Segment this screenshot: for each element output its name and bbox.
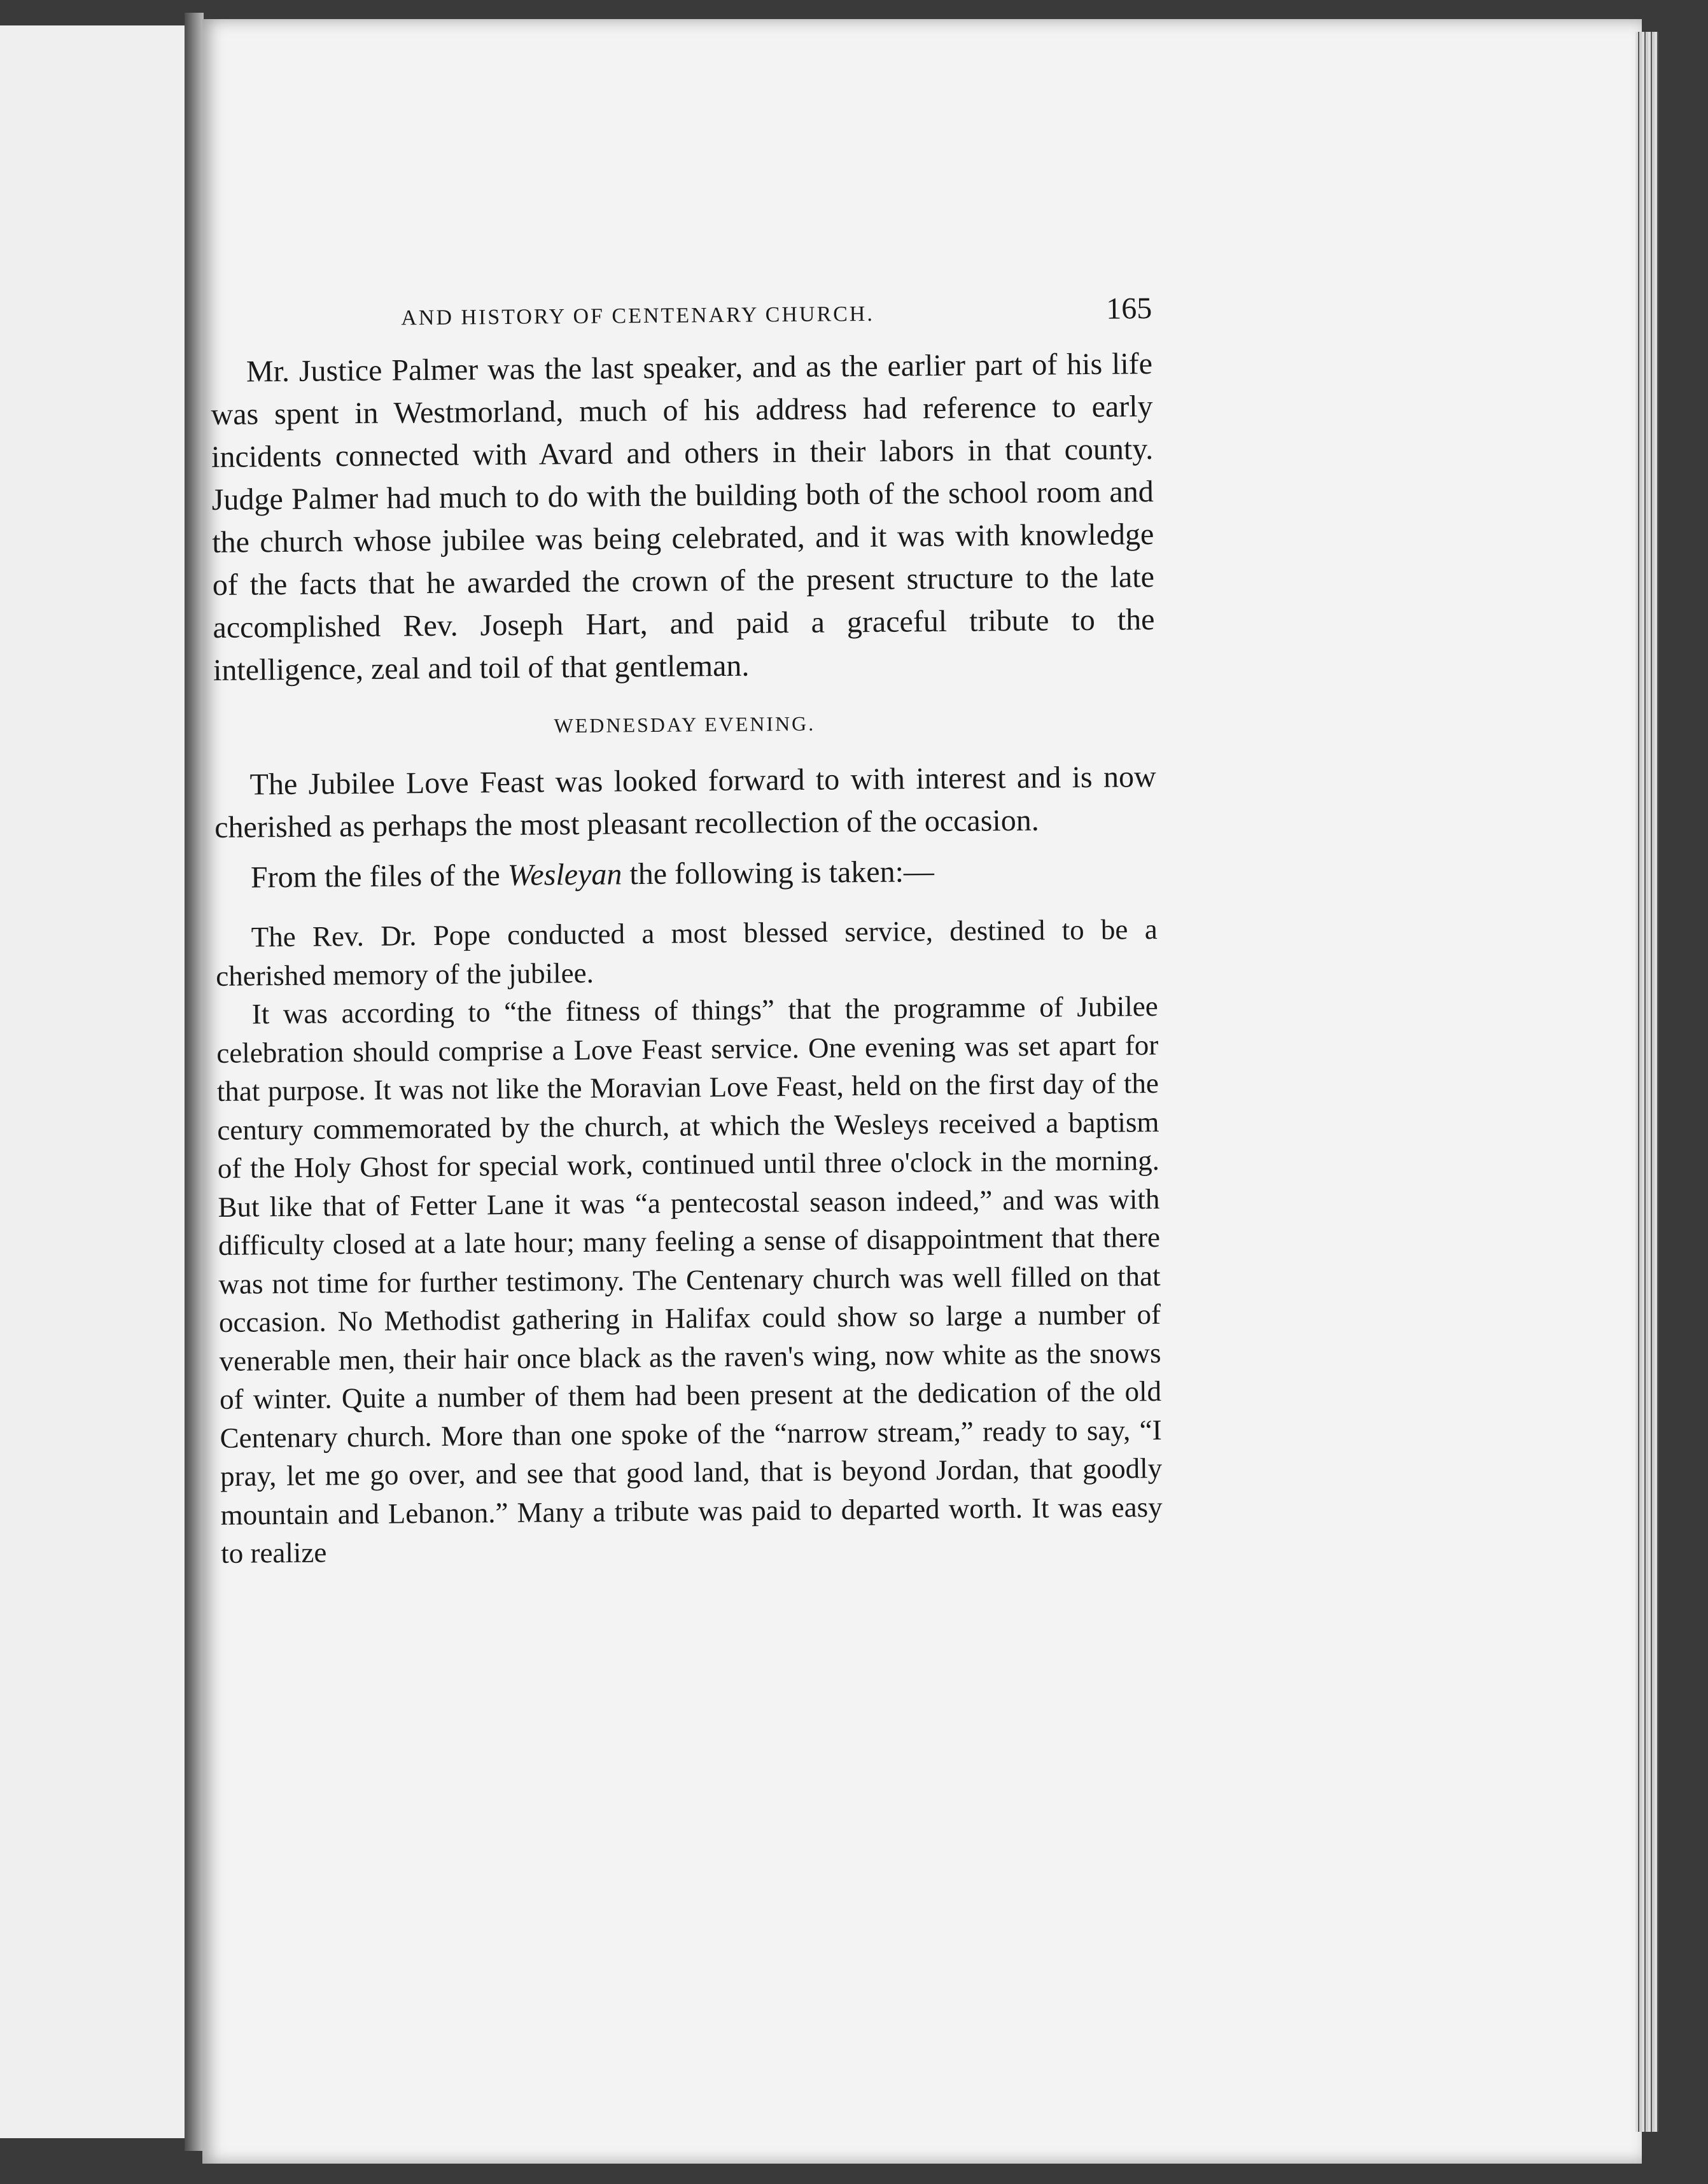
page-edges	[1635, 32, 1658, 2132]
publication-name: Wesleyan	[507, 857, 622, 892]
paragraph-palmer: Mr. Justice Palmer was the last speaker, and as the earlier part of his life was spent in Westmorland, much of his address had reference to early incidents connected with Avard and others in their labors in that county. Judge Palmer had much to do with the building both of the school room and the church whose jubilee was being celebrated, and it was with knowledge of the facts that he awarded the crown of the present structure to the late accomplished Rev. Joseph Hart, and paid a graceful tribute to the intelligence, zeal and toil of that gentleman.	[211, 347, 1155, 687]
running-head	[210, 291, 1152, 334]
intro-text: From the files of the	[250, 858, 501, 895]
page-text	[210, 291, 1163, 1572]
quote-paragraph-love-feast: It was according to “the fitness of things” that the programme of Jubilee celebration should comprise a Love Feast service. One evening was set apart for that purpose. It was not like the Moravian Love Feast, held on the first day of the century commemorated by the church, at which the Wesleys received a baptism of the Holy Ghost for special work, continued until three o'clock in the morning. But like that of Fetter Lane it was “a pentecostal season indeed,” and was with difficulty closed at a late hour; many feeling a sense of disappointment that there was not time for further testimony. The Centenary church was well filled on that occasion. No Methodist gathering in Halifax could show so large a number of venerable men, their hair once black as the raven's wing, now white as the snows of winter. Quite a number of them had been present at the dedication of the old Centenary church. More than one spoke of the “narrow stream,” ready to say, “I pray, let me go over, and see that good land, that is beyond Jordan, that goodly mountain and Lebanon.” Many a tribute was paid to departed worth. It was easy to realize	[216, 990, 1163, 1569]
quote-paragraph-pope: The Rev. Dr. Pope conducted a most blessed service, destined to be a cherished memory of the jubilee.	[216, 913, 1158, 992]
paragraph-wesleyan-intro	[215, 848, 1158, 899]
page-number: 165	[1105, 291, 1152, 326]
intro-text-end: the following is taken:—	[629, 855, 935, 892]
paragraph-love-feast: The Jubilee Love Feast was looked forward to with interest and is now cherished as perhaps the most pleasant recollection of the occasion.	[214, 760, 1156, 844]
book-gutter	[185, 13, 204, 2151]
section-heading: WEDNESDAY EVENING.	[554, 711, 816, 738]
running-head-title: AND HISTORY OF CENTENARY CHURCH.	[401, 302, 875, 330]
facing-page	[0, 25, 188, 2138]
quoted-extract	[215, 910, 1163, 1572]
